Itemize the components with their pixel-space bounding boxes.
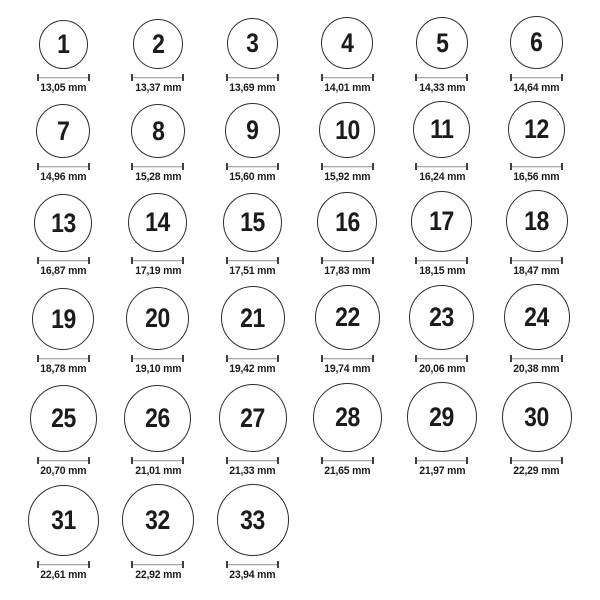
diameter-label: 21,97 mm xyxy=(418,465,466,477)
size-number: 19 xyxy=(50,303,76,334)
ring-circle xyxy=(315,285,380,350)
diameter-measure-line xyxy=(226,457,279,464)
ring-circle xyxy=(131,104,185,158)
diameter-label: 15,92 mm xyxy=(324,171,371,183)
size-number: 22 xyxy=(334,302,360,332)
diameter-measure-line xyxy=(226,355,279,362)
ring-size-cell xyxy=(111,19,206,94)
diameter-label: 18,15 mm xyxy=(418,265,466,277)
ring-circle xyxy=(124,385,191,452)
ring-circle xyxy=(317,192,377,252)
ring-size-cell xyxy=(205,484,300,581)
diameter-measure-line xyxy=(131,561,184,568)
ring-circle xyxy=(126,287,189,350)
ring-size-cell xyxy=(111,385,206,477)
size-row xyxy=(16,284,584,375)
size-number: 26 xyxy=(145,403,171,433)
ring-size-cell xyxy=(111,484,206,581)
ring-size-cell xyxy=(300,102,395,183)
ring-size-cell xyxy=(111,287,206,375)
ring-size-cell xyxy=(205,193,300,277)
ring-circle xyxy=(502,382,572,452)
ring-circle xyxy=(504,284,570,350)
diameter-label: 13,69 mm xyxy=(229,82,276,94)
diameter-label: 14,64 mm xyxy=(513,82,560,94)
size-number: 25 xyxy=(50,403,76,433)
ring-size-cell xyxy=(395,285,490,375)
diameter-label: 21,01 mm xyxy=(134,465,182,477)
ring-size-cell xyxy=(205,384,300,477)
diameter-measure-line xyxy=(415,163,468,170)
size-number: 1 xyxy=(57,29,70,59)
size-number: 28 xyxy=(334,402,360,432)
diameter-label: 20,38 mm xyxy=(513,363,560,375)
size-number: 14 xyxy=(145,207,171,237)
ring-circle xyxy=(223,193,282,252)
diameter-measure-line xyxy=(37,74,90,81)
diameter-label: 19,10 mm xyxy=(134,363,182,375)
size-number: 16 xyxy=(334,206,360,237)
ring-circle xyxy=(508,101,565,158)
ring-circle xyxy=(133,19,183,69)
size-number: 31 xyxy=(50,505,76,535)
ring-size-cell xyxy=(16,288,111,375)
ring-circle xyxy=(321,17,373,69)
size-row xyxy=(16,190,584,277)
ring-circle xyxy=(32,288,94,350)
ring-circle xyxy=(221,286,285,350)
ring-size-cell xyxy=(395,382,490,477)
diameter-measure-line xyxy=(226,561,279,568)
ring-size-cell xyxy=(489,16,584,94)
ring-size-cell xyxy=(205,18,300,94)
size-number: 33 xyxy=(240,504,265,535)
ring-circle xyxy=(217,484,289,556)
ring-circle xyxy=(227,18,278,69)
diameter-label: 15,28 mm xyxy=(134,171,182,183)
ring-size-cell xyxy=(205,103,300,183)
diameter-label: 22,61 mm xyxy=(40,569,87,581)
ring-circle xyxy=(407,382,477,452)
size-number: 29 xyxy=(429,401,455,432)
diameter-label: 18,47 mm xyxy=(513,265,560,277)
diameter-label: 23,94 mm xyxy=(229,569,276,581)
diameter-measure-line xyxy=(415,74,468,81)
diameter-measure-line xyxy=(226,74,279,81)
diameter-label: 17,19 mm xyxy=(134,265,182,277)
size-number: 27 xyxy=(240,402,265,433)
ring-circle xyxy=(28,485,99,556)
ring-size-cell xyxy=(205,286,300,375)
ring-circle xyxy=(34,194,92,252)
ring-circle xyxy=(409,285,474,350)
size-number: 11 xyxy=(430,114,454,144)
ring-circle xyxy=(39,20,88,69)
size-number: 3 xyxy=(246,28,259,58)
diameter-measure-line xyxy=(226,163,279,170)
diameter-measure-line xyxy=(37,355,90,362)
diameter-label: 16,56 mm xyxy=(513,171,560,183)
size-number: 30 xyxy=(524,401,549,432)
size-number: 18 xyxy=(524,205,549,236)
ring-size-cell xyxy=(16,194,111,277)
size-number: 7 xyxy=(57,115,70,146)
ring-circle xyxy=(128,193,187,252)
diameter-measure-line xyxy=(510,163,563,170)
size-row xyxy=(16,484,584,581)
size-number: 17 xyxy=(429,206,455,236)
ring-circle xyxy=(413,101,470,158)
ring-size-cell xyxy=(300,192,395,277)
diameter-measure-line xyxy=(131,355,184,362)
diameter-label: 14,96 mm xyxy=(40,171,87,183)
diameter-measure-line xyxy=(415,355,468,362)
diameter-measure-line xyxy=(37,457,90,464)
ring-size-cell xyxy=(300,285,395,375)
size-number: 20 xyxy=(145,303,171,333)
ring-circle xyxy=(510,16,563,69)
ring-size-cell xyxy=(395,101,490,183)
diameter-label: 14,33 mm xyxy=(418,82,466,94)
diameter-label: 22,29 mm xyxy=(513,465,560,477)
ring-size-cell xyxy=(489,101,584,183)
diameter-label: 19,42 mm xyxy=(229,363,276,375)
size-number: 32 xyxy=(145,504,171,535)
ring-size-cell xyxy=(489,382,584,477)
diameter-label: 16,87 mm xyxy=(40,265,87,277)
diameter-label: 22,92 mm xyxy=(134,569,182,581)
diameter-measure-line xyxy=(415,257,468,264)
ring-circle xyxy=(506,190,568,252)
ring-circle xyxy=(219,384,287,452)
size-number: 21 xyxy=(240,302,265,333)
size-number: 6 xyxy=(530,27,543,57)
size-number: 24 xyxy=(524,301,549,332)
ring-size-cell xyxy=(395,17,490,94)
size-row xyxy=(16,101,584,183)
size-row xyxy=(16,382,584,477)
diameter-measure-line xyxy=(510,355,563,362)
diameter-measure-line xyxy=(37,561,90,568)
diameter-measure-line xyxy=(131,74,184,81)
ring-size-cell xyxy=(395,191,490,277)
diameter-label: 13,37 mm xyxy=(134,82,182,94)
ring-size-cell xyxy=(111,193,206,277)
ring-size-cell xyxy=(300,383,395,477)
diameter-measure-line xyxy=(510,257,563,264)
diameter-measure-line xyxy=(510,74,563,81)
diameter-label: 16,24 mm xyxy=(418,171,466,183)
size-number: 10 xyxy=(334,114,360,145)
diameter-label: 20,06 mm xyxy=(418,363,466,375)
diameter-label: 17,51 mm xyxy=(229,265,276,277)
diameter-measure-line xyxy=(415,457,468,464)
diameter-measure-line xyxy=(321,457,374,464)
ring-size-cell xyxy=(489,190,584,277)
ring-size-cell xyxy=(489,284,584,375)
ring-circle xyxy=(225,103,280,158)
ring-size-cell xyxy=(111,104,206,183)
diameter-label: 20,70 mm xyxy=(40,465,87,477)
diameter-measure-line xyxy=(321,257,374,264)
size-row xyxy=(16,16,584,94)
diameter-measure-line xyxy=(131,257,184,264)
diameter-label: 13,05 mm xyxy=(40,82,87,94)
diameter-measure-line xyxy=(321,163,374,170)
ring-circle xyxy=(416,17,468,69)
diameter-measure-line xyxy=(321,74,374,81)
diameter-label: 19,74 mm xyxy=(324,363,371,375)
ring-size-cell xyxy=(300,17,395,94)
size-number: 9 xyxy=(246,115,259,145)
diameter-measure-line xyxy=(226,257,279,264)
ring-circle xyxy=(122,484,194,556)
diameter-measure-line xyxy=(510,457,563,464)
ring-size-cell xyxy=(16,104,111,183)
diameter-measure-line xyxy=(37,257,90,264)
size-number: 23 xyxy=(429,302,455,332)
ring-size-cell xyxy=(16,20,111,94)
size-number: 12 xyxy=(524,114,549,144)
size-number: 13 xyxy=(50,207,76,238)
diameter-label: 21,65 mm xyxy=(324,465,371,477)
diameter-measure-line xyxy=(37,163,90,170)
ring-circle xyxy=(30,385,97,452)
diameter-measure-line xyxy=(131,457,184,464)
diameter-label: 15,60 mm xyxy=(229,171,276,183)
ring-size-cell xyxy=(16,485,111,581)
ring-circle xyxy=(319,102,375,158)
size-number: 2 xyxy=(151,28,165,59)
diameter-measure-line xyxy=(131,163,184,170)
diameter-label: 17,83 mm xyxy=(324,265,371,277)
ring-circle xyxy=(411,191,472,252)
size-number: 15 xyxy=(240,207,265,237)
size-number: 5 xyxy=(435,27,449,58)
ring-circle xyxy=(36,104,90,158)
ring-circle xyxy=(313,383,382,452)
size-number: 4 xyxy=(341,27,354,58)
diameter-label: 14,01 mm xyxy=(324,82,371,94)
size-number: 8 xyxy=(151,115,165,146)
ring-size-cell xyxy=(16,385,111,477)
diameter-label: 18,78 mm xyxy=(40,363,87,375)
diameter-label: 21,33 mm xyxy=(229,465,276,477)
diameter-measure-line xyxy=(321,355,374,362)
